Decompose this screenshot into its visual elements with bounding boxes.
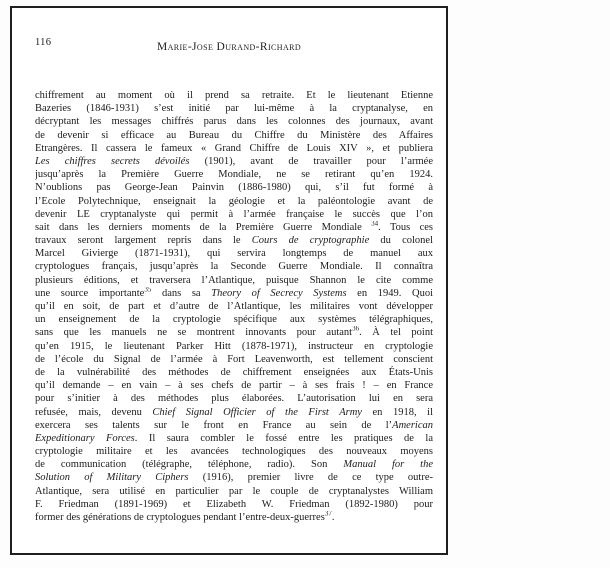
text-line: de l’école du Signal de l’armée à Fort Leavenworth, est tellement conscient xyxy=(35,353,433,365)
text-line: une source importante$^{35}$ dans sa Theory of Secrecy Systems en 1949. Quoi xyxy=(35,286,433,299)
footnote-reference: 35 xyxy=(144,286,152,294)
text-line: pour s’initier à des méthodes plus élaborées. L’autorisation lui en sera xyxy=(35,393,433,405)
text-line: un enseignement de la cryptologie spécifique aux systèmes télégraphiques, xyxy=(35,314,433,326)
text-line: de devenir si efficace au Bureau du Chiffre du Ministère des Affaires xyxy=(35,129,433,141)
text-line: F. Friedman (1891-1969) et Elizabeth W. Friedman (1892-1980) pour xyxy=(35,498,433,510)
text-line: plusieurs éditions, et traversera l’Atlantique, puisque Shannon le cite comme xyxy=(35,274,433,286)
page-number: 116 xyxy=(35,37,52,48)
text-line: cryptologues français, jusqu’après la Seconde Guerre Mondiale. Il connaîtra xyxy=(35,261,433,273)
text-line: cryptologie militaire et les avancées technologiques des nouveaux moyens xyxy=(35,446,433,458)
text-line: Expeditionary Forces. Il saura combler le fossé entre les pratiques de la xyxy=(35,432,433,444)
text-line: chiffrement au moment où il prend sa retraite. Et le lieutenant Etienne xyxy=(35,90,433,101)
body-text xyxy=(12,89,446,524)
text-line: exercera ses talents sur le front en France au sein de l’American xyxy=(35,419,433,431)
text-line: devenir LE cryptanalyste qui permit à l’armée française le succès que l’on xyxy=(35,208,433,220)
text-line: Solution of Military Ciphers (1916), premier livre de ce type outre- xyxy=(35,472,433,484)
text-line: travaux seront largement repris dans le Cours de cryptographie du colonel xyxy=(35,235,433,247)
footnote-reference: 34 xyxy=(371,220,379,228)
text-line: jusqu’après la Première Guerre Mondiale, ne se retirant qu’en 1924. xyxy=(35,169,433,181)
text-line: de la vulnérabilité des méthodes de chiffrement enseignées aux États-Unis xyxy=(35,366,433,378)
text-line: Atlantique, sera utilisé en particulier par le couple de cryptanalystes William xyxy=(35,485,433,497)
text-line: Etrangères. Il cassera le fameux « Grand Chiffre de Louis XIV », et publiera xyxy=(35,142,433,154)
running-title: Marie-Jose Durand-Richard xyxy=(156,41,302,53)
text-line: former des générations de cryptologues pendant l’entre-deux-guerres$^{37}$. xyxy=(35,511,335,523)
text-line: sait dans les derniers moments de la Première Guerre Mondiale $^{34}$. Tous ces xyxy=(35,220,433,233)
text-line: de communication (télégraphe, téléphone, radio). Son Manual for the xyxy=(35,459,433,471)
page-header xyxy=(12,37,446,51)
text-line: qu’il demande – en vain – à ses chefs de partir – à ses frais ! – en France xyxy=(35,380,433,392)
text-line: refusée, mais, devenu Chief Signal Officier of the First Army en 1918, il xyxy=(35,406,433,418)
text-line: Bazeries (1846-1931) s’est initié par lui-même à la cryptanalyse, en xyxy=(35,103,433,115)
footnote-reference: 37 xyxy=(324,511,332,518)
text-line: l’Ecole Polytechnique, enseignait la géologie et la paléontologie avant de xyxy=(35,195,433,207)
scanned-page xyxy=(10,6,448,555)
text-line: Marcel Givierge (1871-1931), qui servira longtemps de manuel aux xyxy=(35,248,433,260)
text-line: qu’en 1915, le lieutenant Parker Hitt (1878-1971), instructeur en cryptologie xyxy=(35,340,433,352)
text-line: qu’il en soit, de part et d’autre de l’Atlantique, les militaires vont développer xyxy=(35,301,433,312)
text-line: sans que les manuels ne se montrent innovants pour autant$^{36}$. À tel point xyxy=(35,326,433,339)
footnote-reference: 36 xyxy=(352,326,360,333)
text-line: décryptant les messages chiffrés parus dans les colonnes des journaux, avant xyxy=(35,116,433,128)
text-line: N’oublions pas George-Jean Painvin (1886-1980) qui, s’il fut formé à xyxy=(35,182,433,194)
text-line: Les chiffres secrets dévoilés (1901), avant de travailler pour l’armée xyxy=(35,155,433,167)
